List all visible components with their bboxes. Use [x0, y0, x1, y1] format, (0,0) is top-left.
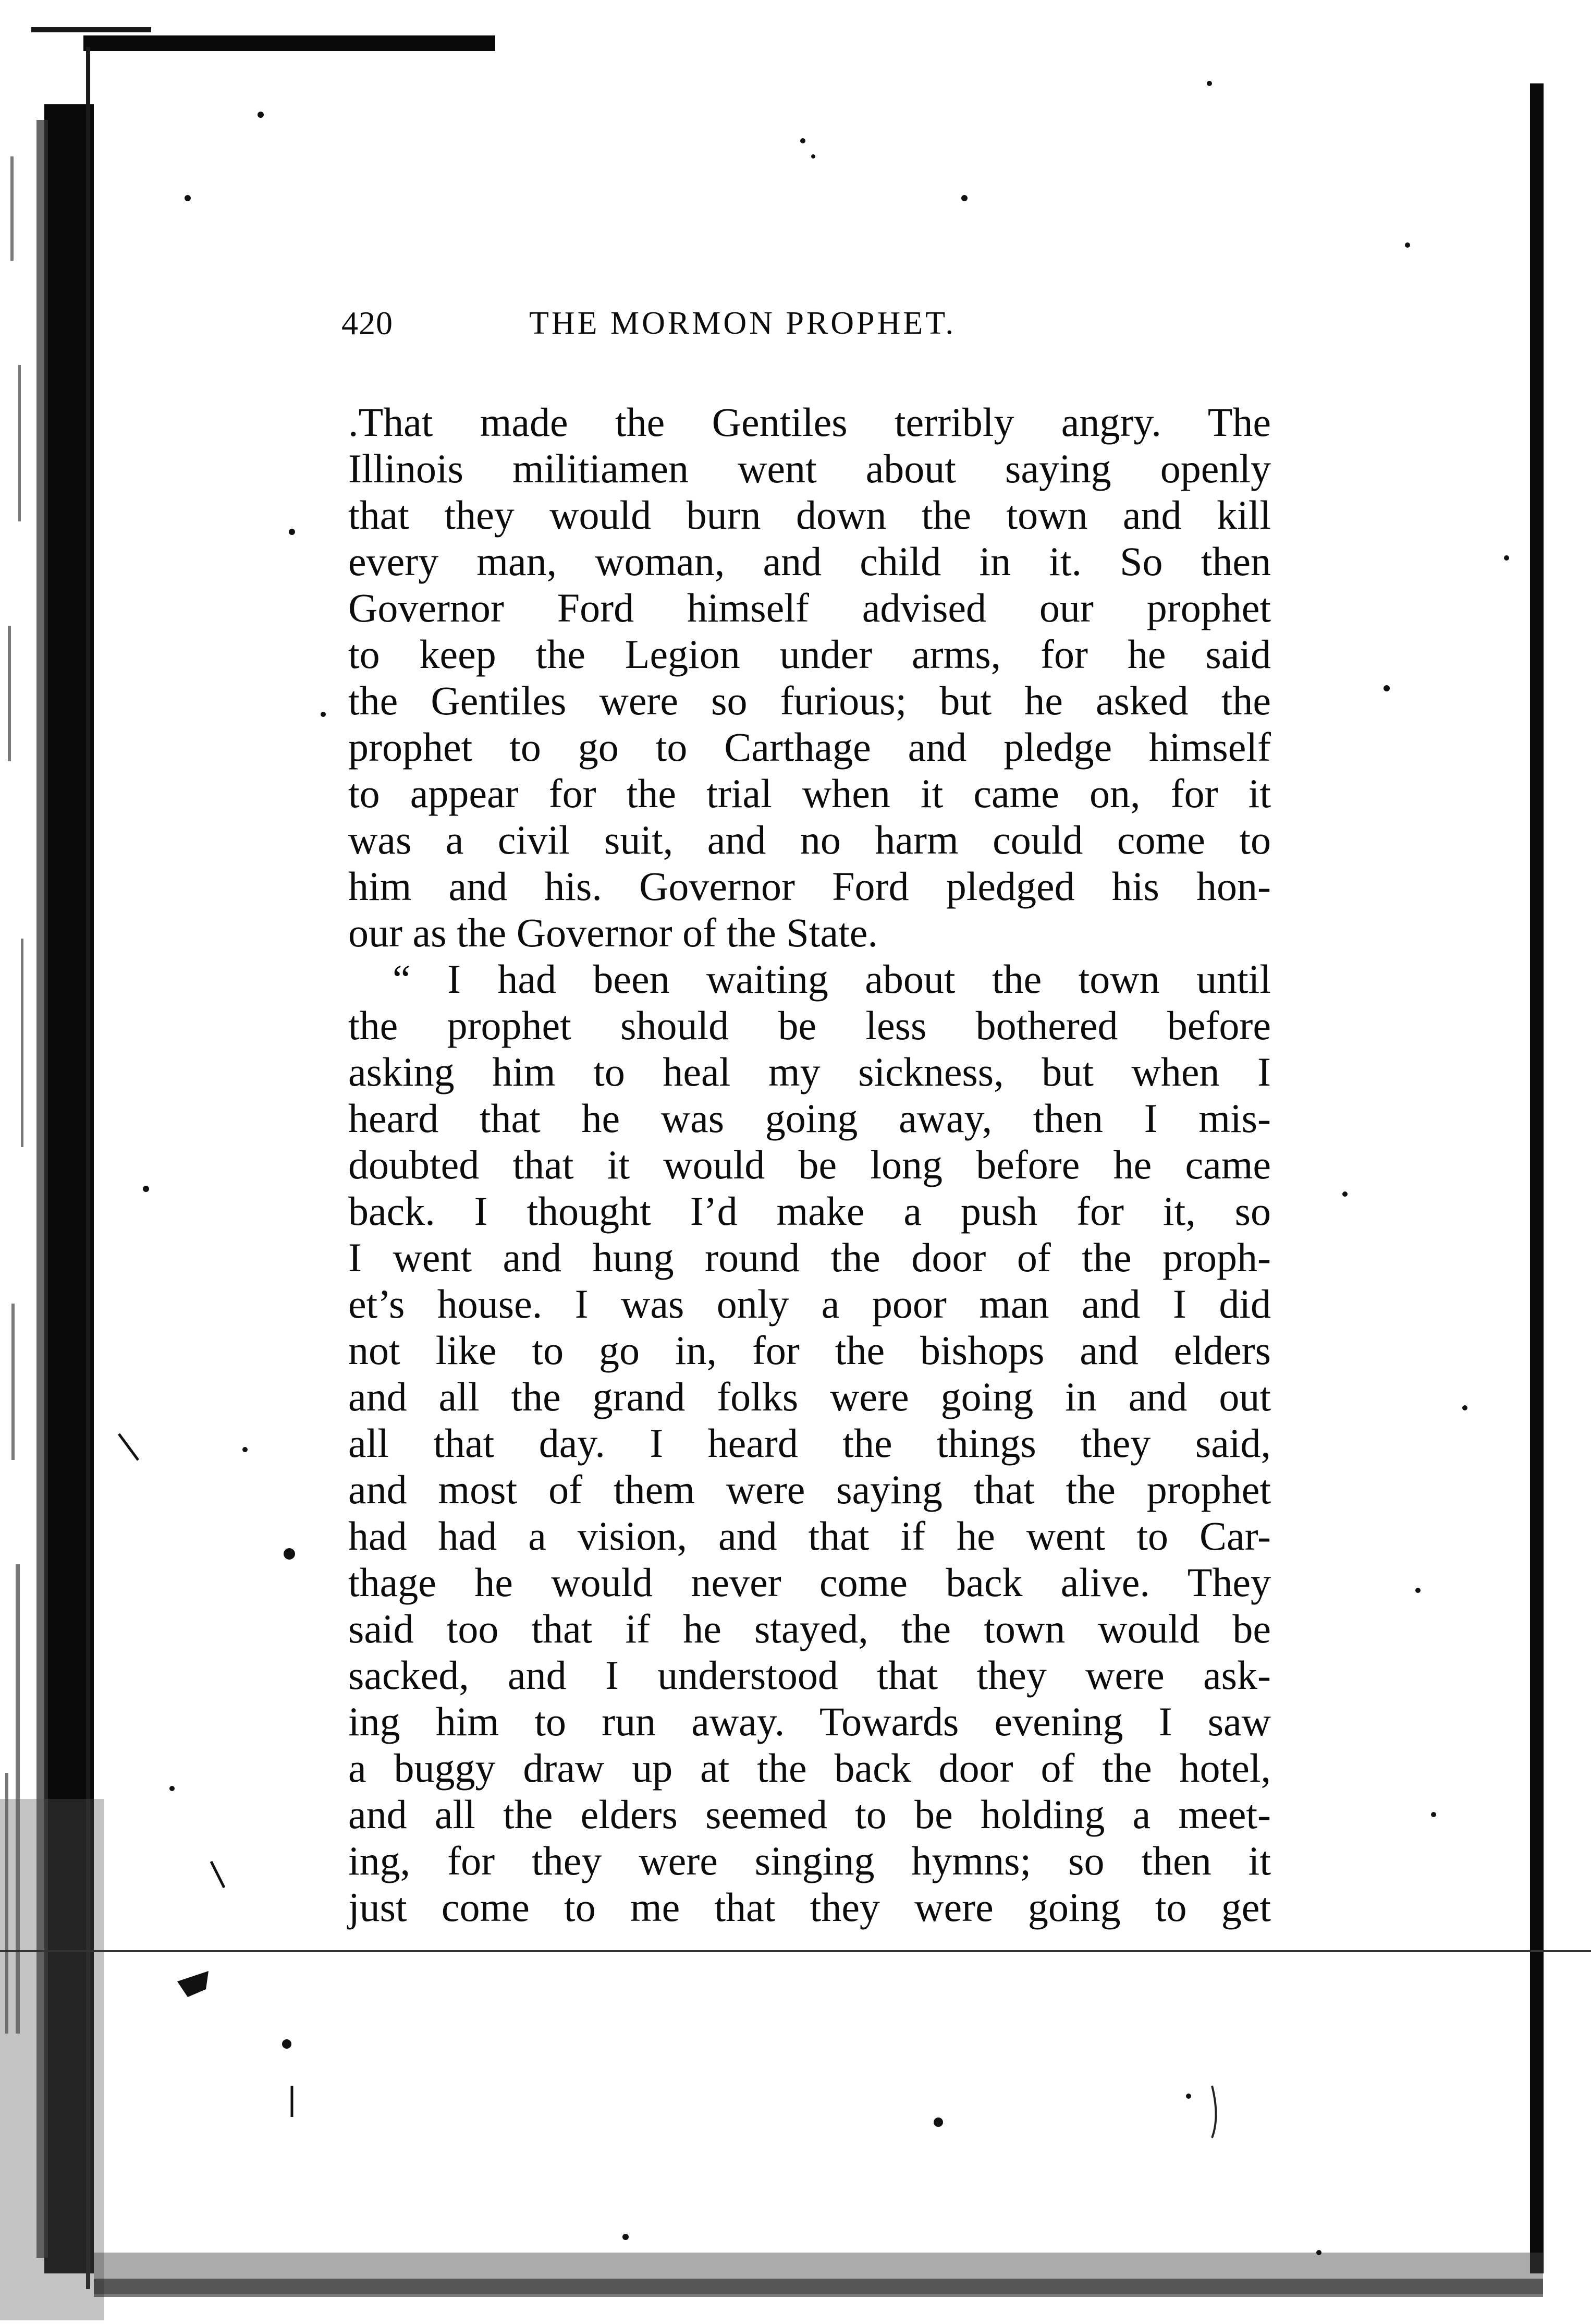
text-line: the prophet should be less bothered before	[348, 1003, 1271, 1048]
stray-stroke	[1212, 2086, 1216, 2138]
left-binding-shadow	[44, 104, 94, 2273]
text-line: the Gentiles were so furious; but he asked the	[348, 678, 1271, 723]
text-line: a buggy draw up at the back door of the hotel,	[348, 1745, 1271, 1791]
text-line: and all the elders seemed to be holding a meet-	[348, 1792, 1271, 1837]
text-line: and all the grand folks were going in and out	[348, 1374, 1271, 1419]
text-line: and most of them were saying that the prophet	[348, 1467, 1271, 1512]
text-line: ing him to run away. Towards evening I saw	[348, 1699, 1271, 1744]
text-line: our as the Governor of the State.	[348, 910, 878, 955]
text-line: every man, woman, and child in it. So then	[348, 539, 1271, 584]
stray-stroke	[211, 1861, 224, 1888]
text-line: him and his. Governor Ford pledged his hon-	[348, 863, 1271, 909]
text-line: all that day. I heard the things they said,	[348, 1420, 1271, 1466]
text-line: just come to me that they were going to get	[348, 1884, 1271, 1930]
text-line: “ I had been waiting about the town until	[393, 956, 1271, 1002]
running-title: THE MORMON PROPHET.	[529, 306, 956, 341]
text-line: to keep the Legion under arms, for he said	[348, 631, 1271, 677]
text-line: ing, for they were singing hymns; so then it	[348, 1838, 1271, 1883]
text-line: thage he would never come back alive. They	[348, 1560, 1271, 1605]
paragraph-2	[348, 956, 1271, 1930]
left-edge-noise	[5, 156, 23, 2034]
text-line: Governor Ford himself advised our prophet	[348, 585, 1271, 630]
text-line: heard that he was going away, then I mis-	[348, 1096, 1271, 1141]
text-line: had had a vision, and that if he went to Car-	[348, 1513, 1271, 1559]
text-line: .That made the Gentiles terribly angry. The	[348, 399, 1271, 445]
stray-stroke	[119, 1434, 138, 1460]
text-line: Illinois militiamen went about saying openly	[348, 446, 1271, 491]
text-line: et’s house. I was only a poor man and I did	[348, 1281, 1271, 1327]
left-page-edge-line	[86, 47, 90, 2289]
text-line: was a civil suit, and no harm could come to	[348, 817, 1271, 862]
page-header	[341, 300, 1134, 347]
text-line: sacked, and I understood that they were ask-	[348, 1652, 1271, 1698]
text-line: to appear for the trial when it came on, for it	[348, 771, 1271, 816]
bottom-edge-noise	[94, 2253, 1543, 2294]
top-edge-line	[31, 27, 151, 32]
text-line: prophet to go to Carthage and pledge himself	[348, 724, 1271, 770]
text-line: doubted that it would be long before he came	[348, 1142, 1271, 1187]
right-page-edge	[1530, 83, 1544, 2273]
text-line: I went and hung round the door of the proph-	[348, 1235, 1271, 1280]
left-bottom-noise	[0, 1799, 104, 2320]
page-number: 420	[341, 305, 393, 342]
ink-blot	[177, 1971, 209, 1997]
paragraph-1	[348, 399, 1271, 956]
left-binding-inner	[36, 120, 48, 2258]
bottom-edge-noise-dark	[94, 2279, 1543, 2297]
text-line: said too that if he stayed, the town would be	[348, 1606, 1271, 1651]
text-line: not like to go in, for the bishops and elders	[348, 1328, 1271, 1373]
text-line: that they would burn down the town and kill	[348, 492, 1271, 538]
text-line: back. I thought I’d make a push for it, so	[348, 1188, 1271, 1234]
top-edge-bar	[83, 35, 495, 51]
body-text	[348, 399, 1271, 1930]
bottom-fold-line	[0, 1950, 1591, 1952]
text-line: asking him to heal my sickness, but when I	[348, 1049, 1271, 1094]
